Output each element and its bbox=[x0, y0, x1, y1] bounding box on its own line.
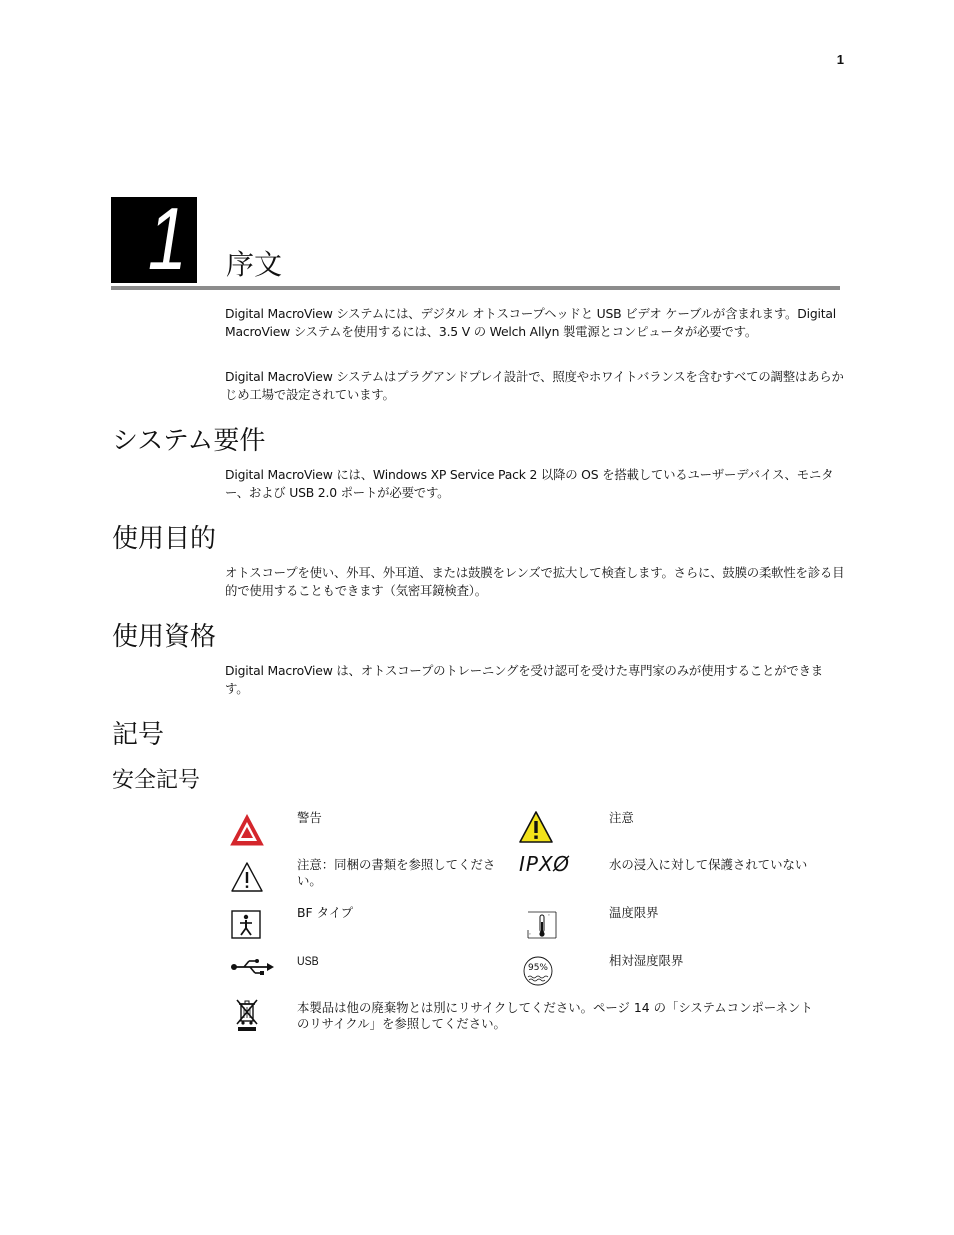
page-number: 1 bbox=[836, 52, 844, 67]
symbol-label-weee: 本製品は他の廃棄物とは別にリサイクしてください。ページ 14 の「システムコンポーネントのリサイクル」を参照してください。 bbox=[297, 1000, 813, 1031]
ipx0-icon: IPXØ bbox=[519, 852, 571, 876]
heading-intended-use: 使用目的 bbox=[112, 524, 217, 554]
symbol-label-warning: 警告 bbox=[297, 810, 322, 825]
symbol-label-usb: USB bbox=[297, 954, 319, 968]
chapter-title: 序文 bbox=[226, 248, 283, 281]
heading-qualifications: 使用資格 bbox=[112, 622, 217, 652]
system-requirements-text: Digital MacroView には、Windows XP Service Pack 2 以降の OS を搭載しているユーザーデバイス、モニター、および USB 2.0 ポートが必要です。 bbox=[225, 467, 834, 500]
caution-triangle-icon bbox=[230, 861, 264, 893]
humidity-95-icon bbox=[522, 955, 554, 987]
qualifications-text: Digital MacroView は、オトスコープのトレーニングを受け認可を受けた専門家のみが使用することができます。 bbox=[225, 663, 823, 696]
heading-system-requirements: システム要件 bbox=[112, 426, 266, 456]
symbol-label-caution: 注意 bbox=[609, 810, 634, 825]
caution-triangle-yellow-icon bbox=[518, 810, 554, 844]
intro-paragraph-2: Digital MacroView システムはプラグアンドプレイ設計で、照度やホワイトバランスを含むすべての調整はあらかじめ工場で設定されています。 bbox=[225, 369, 844, 402]
svg-text:°: ° bbox=[548, 914, 550, 918]
symbol-label-caution-docs: 注意：同梱の書類を参照してください。 bbox=[297, 857, 496, 888]
intro-paragraph-1: Digital MacroView システムには、デジタル オトスコープヘッドと USB ビデオ ケーブルが含まれます。Digital MacroView システムを使用するには、3.5 V の Welch Allyn 製電源とコンピュータが必要です。 bbox=[225, 306, 837, 339]
symbol-label-humidity: 相対湿度限界 bbox=[609, 953, 684, 968]
humidity-value: 95% bbox=[527, 963, 548, 973]
symbol-label-temperature: 温度限界 bbox=[609, 905, 659, 920]
bf-type-person-icon bbox=[231, 910, 261, 939]
symbol-label-bf-type: BF タイプ bbox=[297, 905, 354, 920]
chapter-rule bbox=[111, 286, 840, 290]
heading-symbols: 記号 bbox=[112, 720, 165, 750]
intended-use-text: オトスコープを使い、外耳、外耳道、または鼓膜をレンズで拡大して検査します。さらに、鼓膜の柔軟性を診る目的で使用することもできます（気密耳鏡検査）。 bbox=[225, 565, 845, 598]
warning-triangle-red-icon bbox=[229, 813, 265, 847]
thermometer-icon bbox=[526, 910, 558, 940]
heading-safety-symbols: 安全記号 bbox=[112, 768, 201, 793]
symbol-label-ipx0: 水の浸入に対して保護されていない bbox=[609, 857, 808, 872]
weee-crossed-bin-icon bbox=[235, 998, 259, 1032]
svg-text:°: ° bbox=[529, 933, 531, 937]
chapter-number: 1 bbox=[147, 197, 187, 283]
usb-icon bbox=[230, 958, 276, 976]
chapter-number-box bbox=[111, 197, 197, 283]
